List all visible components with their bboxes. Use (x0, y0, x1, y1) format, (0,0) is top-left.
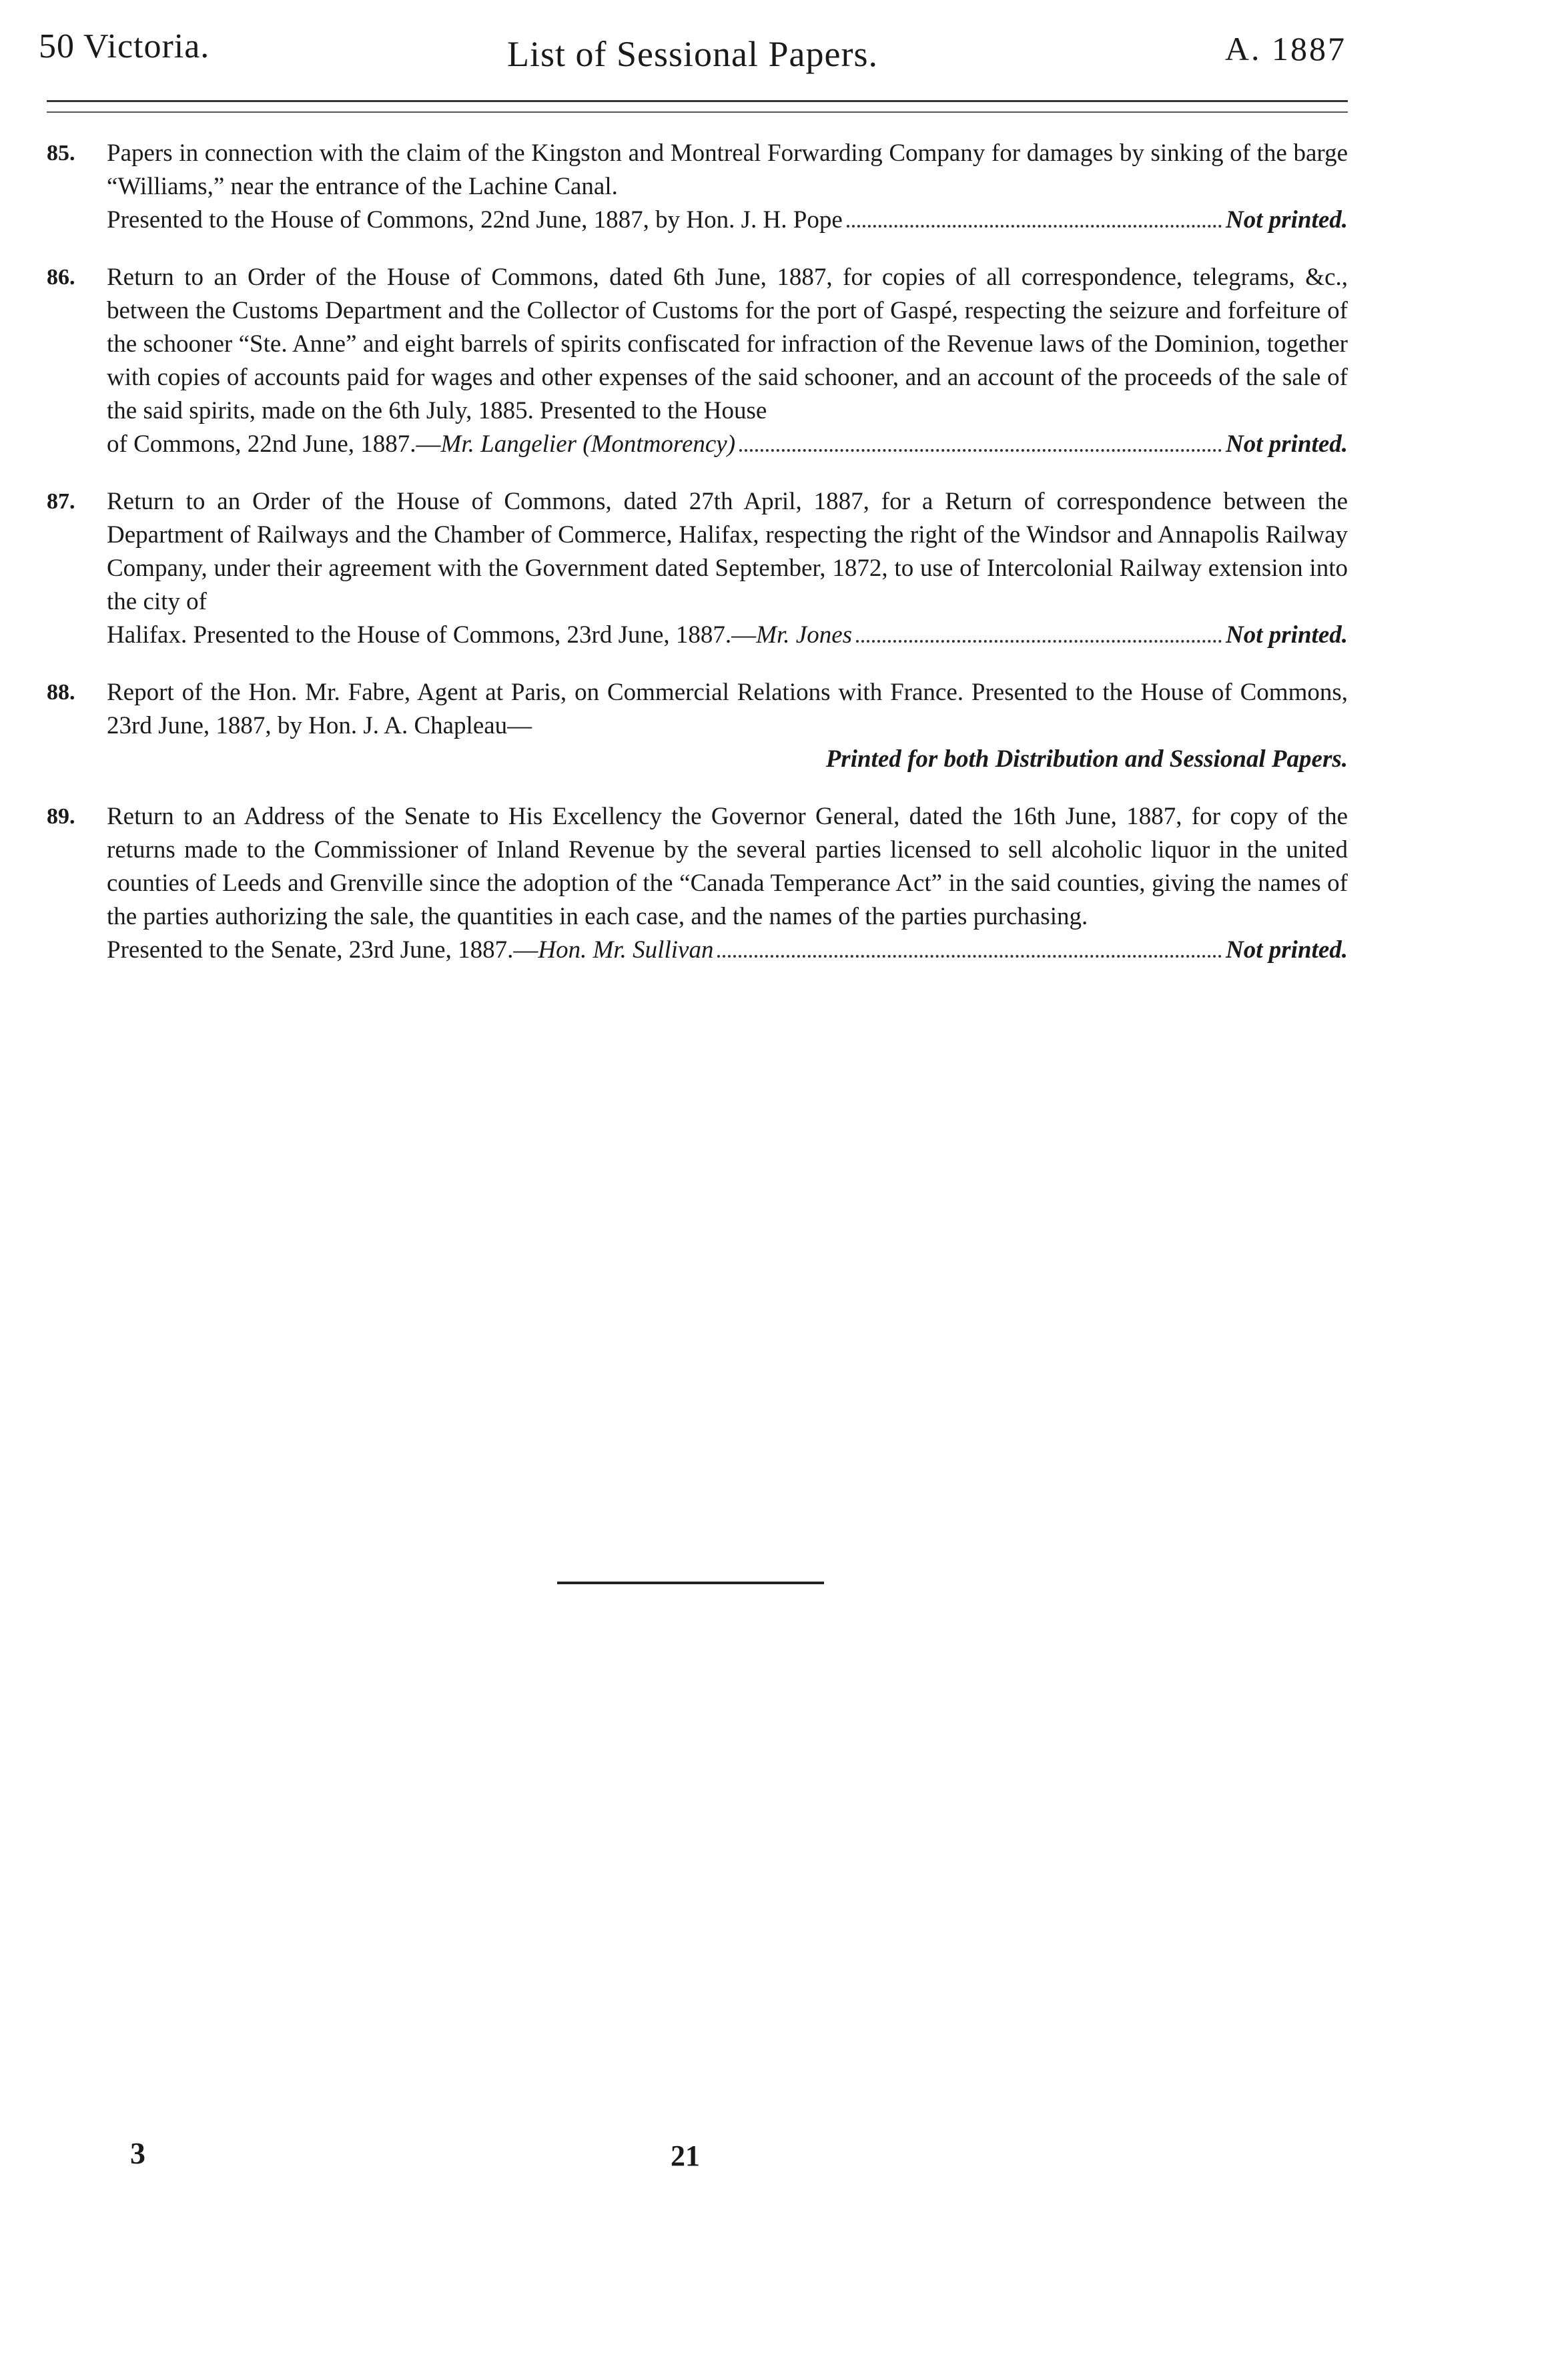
sessional-papers-list (47, 137, 1348, 991)
entry-status: Not printed. (1226, 621, 1348, 649)
entry-member: Mr. Jones (756, 621, 853, 649)
entry-number: 86. (47, 265, 75, 290)
page-number: 21 (671, 2139, 700, 2172)
entry-text: Return to an Order of the House of Commons, dated 6th June, 1887, for copies of all correspondence, telegrams, &c., between the Customs Department and the Collector of Customs for the port of Gaspé, respecting the seizure and forfeiture of the schooner “Ste. Anne” and eight barrels of spirits confiscated for infraction of the Revenue laws of the Dominion, together with copies of accounts paid for wages and other expenses of the said schooner, and an account of the proceeds of the sale of the said spirits, made on the 6th July, 1885. Presented to the House (107, 264, 1348, 424)
page-header (39, 27, 1346, 80)
entry-presentation: Presented to the House of Commons, 22nd June, 1887, by Hon. J. H. Pope (107, 206, 843, 234)
section-divider (557, 1582, 824, 1584)
entry-text: Papers in connection with the claim of the Kingston and Montreal Forwarding Company for damages by sinking of the barge “Williams,” near the entrance of the Lachine Canal. (107, 139, 1348, 200)
list-item (47, 485, 1348, 652)
header-title: List of Sessional Papers. (507, 34, 878, 74)
entry-presentation: Halifax. Presented to the House of Commons, 23rd June, 1887.— (107, 621, 757, 649)
dot-leader (847, 225, 1222, 228)
entry-text: Report of the Hon. Mr. Fabre, Agent at Paris, on Commercial Relations with France. Presented to the House of Commons, 23rd June, 1887, by Hon. J. A. Chapleau— (107, 679, 1348, 739)
entry-final-line (107, 428, 1348, 461)
entry-number: 89. (47, 804, 75, 829)
entry-member: Hon. Mr. Sullivan (538, 936, 714, 964)
entry-status: Not printed. (1226, 206, 1348, 234)
entry-number: 88. (47, 680, 75, 705)
list-item (47, 261, 1348, 461)
entry-number: 85. (47, 141, 75, 165)
header-rule (47, 100, 1348, 113)
header-session: 50 Victoria. (39, 27, 210, 65)
entry-final-line (107, 204, 1348, 237)
list-item (47, 800, 1348, 967)
list-item (47, 676, 1348, 776)
dot-leader (856, 640, 1222, 643)
entry-status: Printed for both Distribution and Sessional Papers. (825, 745, 1348, 773)
entry-presentation: of Commons, 22nd June, 1887.— (107, 430, 441, 458)
dot-leader (717, 955, 1222, 958)
entry-text: Return to an Address of the Senate to His Excellency the Governor General, dated the 16th June, 1887, for copy of the returns made to the Commissioner of Inland Revenue by the several parties licensed to sell alcoholic liquor in the united counties of Leeds and Grenville since the adoption of the “Canada Temperance Act” in the said counties, giving the names of the parties authorizing the sale, the quantities in each case, and the names of the parties purchasing. (107, 803, 1348, 930)
entry-number: 87. (47, 489, 75, 514)
entry-status: Not printed. (1226, 936, 1348, 964)
entry-final-line (107, 934, 1348, 967)
header-year: A. 1887 (1224, 30, 1346, 67)
entry-text: Return to an Order of the House of Commons, dated 27th April, 1887, for a Return of correspondence between the Department of Railways and the Chamber of Commerce, Halifax, respecting the right of the Windsor and Annapolis Railway Company, under their agreement with the Government dated September, 1872, to use of Intercolonial Railway extension into the city of (107, 488, 1348, 615)
signature-mark: 3 (130, 2136, 145, 2170)
entry-final-line (107, 619, 1348, 652)
list-item (47, 137, 1348, 237)
entry-status: Not printed. (1226, 430, 1348, 458)
entry-member: Mr. Langelier (Montmorency) (440, 430, 736, 458)
dot-leader (739, 449, 1222, 452)
entry-presentation: Presented to the Senate, 23rd June, 1887.— (107, 936, 538, 964)
